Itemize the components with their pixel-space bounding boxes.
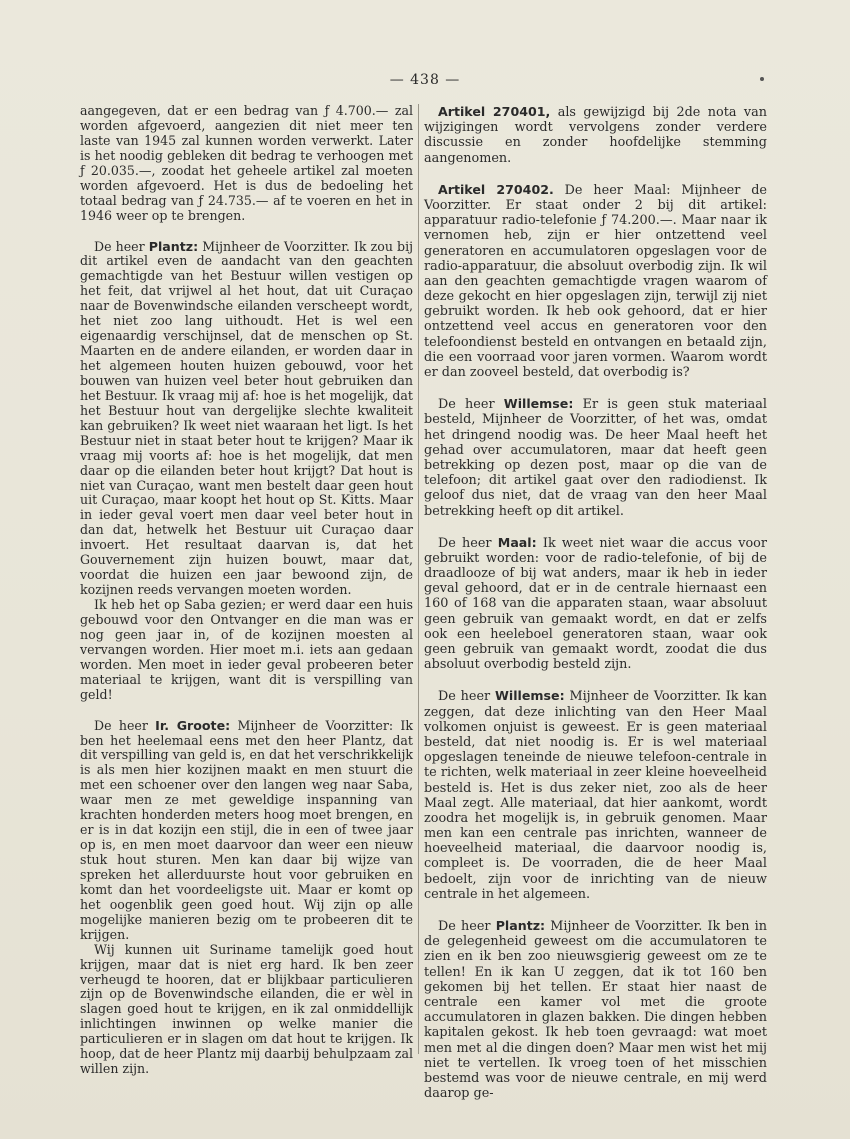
paragraph bbox=[80, 719, 413, 943]
speaker-name: Willemse: bbox=[495, 688, 565, 704]
paragraph-prefix: De heer bbox=[438, 689, 496, 705]
column-divider bbox=[418, 104, 419, 1054]
paragraph-text: Mijnheer de Voorzitter: Ik ben het heelemaal eens met den heer Plantz, dat dit verspilling van geld is, en dat het verschrikkelijk is als men hier kozijnen maakt en men stuurt die met een schoener over den langen weg naar Saba, waar men ze met geweldige inspanning van krachten honderden meters hoog moet brengen, en er is in dat kozijn een stijl, die in een of twee jaar op is, en men moet daarvoor dan weer een nieuw stuk hout sturen. Men kan daar bij wijze van spreken het allerduurste hout voor gebruiken en komt dan het voordeeligste uit. Maar er komt op het oogenblik geen goed hout. Wij zijn op alle mogelijke manieren bezig om te probeeren dit te krijgen. bbox=[80, 717, 414, 942]
paragraph bbox=[424, 396, 767, 519]
speaker-name: Plantz: bbox=[148, 238, 199, 254]
paragraph-prefix: De heer bbox=[438, 397, 504, 413]
article-heading: Artikel 270402. bbox=[438, 181, 554, 197]
paragraph bbox=[424, 535, 767, 673]
paragraph bbox=[80, 598, 413, 703]
speaker-name: Maal: bbox=[497, 534, 537, 550]
paragraph bbox=[424, 688, 767, 902]
paragraph bbox=[424, 918, 767, 1101]
speck-mark bbox=[760, 77, 764, 81]
paragraph-prefix: De heer bbox=[94, 717, 156, 733]
speaker-name: Willemse: bbox=[503, 396, 574, 412]
paragraph-text: De heer Maal: Mijnheer de Voorzitter. Er staat onder 2 bij dit artikel: apparatuur radio-telefonie ƒ 74.200.—. Maar naar ik vernomen heb, zijn er hier ontzettend veel generatoren en accumulatoren opgeslagen voor de radio-apparatuur, die absoluut overbodig zijn. Ik wil aan den geachten gemachtigde vragen waarom of deze gekocht en hier opgeslagen zijn, terwijl zij niet gebruikt worden. Ik heb ook gehoord, dat er hier ontzettend veel accus en generatoren voor den telefoondienst besteld en ontvangen en betaald zijn, die een voorraad voor jaren vormen. Waarom wordt er dan zooveel besteld, dat overbodig is? bbox=[424, 182, 767, 380]
left-column bbox=[80, 104, 413, 1077]
paragraph-prefix: De heer bbox=[438, 919, 496, 934]
paragraph bbox=[424, 104, 767, 166]
paragraph-text: Ik heb het op Saba gezien; er werd daar een huis gebouwd voor den Ontvanger en die man was er nog geen jaar in, of de kozijnen moesten al vervangen worden. Hier moet m.i. iets aan gedaan worden. Men moet in ieder geval probeeren beter materiaal te krijgen, want dit is verspilling van geld! bbox=[80, 597, 413, 702]
speaker-name: Ir. Groote: bbox=[155, 717, 231, 733]
speaker-name: Plantz: bbox=[495, 918, 546, 933]
paragraph bbox=[424, 182, 767, 380]
paragraph-prefix: De heer bbox=[438, 535, 498, 551]
paragraph-text: Mijnheer de Voorzitter. Ik ben in de gelegenheid geweest om die accumulatoren te zien en ik ben zoo nieuwsgierig geweest om ze te tellen! En ik kan U zeggen, dat ik tot 160 ben gekomen bij het tellen. Er staat hier naast de centrale een kamer vol met die groote accumulatoren in glazen bakken. Die dingen hebben kapitalen gekost. Ik heb toen gevraagd: wat moet men met al die dingen doen? Maar men wist het mij niet te vertellen. Ik vroeg toen of het misschien bestemd was voor de nieuwe centrale, en mij werd daarop ge- bbox=[424, 919, 767, 1102]
paragraph bbox=[80, 943, 413, 1077]
paragraph bbox=[80, 240, 413, 599]
page-number: — 438 — bbox=[389, 72, 461, 88]
paragraph-text: Ik weet niet waar die accus voor gebruikt worden: voor de radio-telefonie, of bij de draadlooze of bij wat anders, maar ik heb in ieder geval gehoord, dat er in de centrale hiernaast een 160 of 168 van die apparaten staan, waar absoluut geen gebruik van gemaakt wordt, en dat er zelfs ook een heeleboel generatoren staan, waar ook geen gebruik van gemaakt wordt, zoodat die dus absoluut overbodig besteld zijn. bbox=[424, 535, 767, 673]
paragraph-text: aangegeven, dat er een bedrag van ƒ 4.700.— zal worden afgevoerd, aangezien dit niet meer ten laste van 1945 zal kunnen worden verwerkt. Later is het noodig gebleken dit bedrag te verhoogen met ƒ 20.035.—, zoodat het geheele artikel zal moeten worden afgevoerd. Het is dus de bedoeling het totaal bedrag van ƒ 24.735.— af te voeren en het in 1946 weer op te brengen. bbox=[80, 103, 413, 223]
article-heading: Artikel 270401, bbox=[438, 104, 551, 119]
paragraph-prefix: De heer bbox=[94, 238, 149, 254]
paragraph-text: Wij kunnen uit Suriname tamelijk goed hout krijgen, maar dat is niet erg hard. Ik ben zeer verheugd te hooren, dat er blijkbaar particulieren zijn op de Bovenwindsche eilanden, die er wèl in slagen goed hout te krijgen, en ik zal onmiddellijk inlichtingen inwinnen op welke manier die particulieren er in slagen om dat hout te krijgen. Ik hoop, dat de heer Plantz mij daarbij behulpzaam zal willen zijn. bbox=[80, 941, 413, 1077]
paragraph-text: Mijnheer de Voorzitter. Ik kan zeggen, dat deze inlichting van den Heer Maal volkomen onjuist is geweest. Er is geen materiaal besteld, dat niet noodig is. Er is wel materiaal opgeslagen teneinde de nieuwe telefoon-centrale in te richten, welk materiaal in zeer kleine hoeveelheid besteld is. Het is dus zeker niet, zoo als de heer Maal zegt. Alle materiaal, dat hier aankomt, wordt zoodra het mogelijk is, in gebruik genomen. Maar men kan een centrale pas inrichten, wanneer de hoeveelheid materiaal, die daarvoor noodig is, compleet is. De voorraden, die de heer Maal bedoelt, zijn voor de inrichting van de nieuw centrale in het algemeen. bbox=[424, 689, 768, 902]
paragraph bbox=[80, 104, 413, 224]
paragraph-text: Er is geen stuk materiaal besteld, Mijnheer de Voorzitter, of het was, omdat het dringend noodig was. De heer Maal heeft het gehad over accumulatoren, maar dat heeft geen betrekking op dezen post, maar op die van de telefoon; dit artikel gaat over den radiodienst. Ik geloof dus niet, dat de vraag van den heer Maal betrekking heeft op dit artikel. bbox=[424, 397, 767, 519]
paragraph-text: als gewijzigd bij 2de nota van wijzigingen wordt vervolgens zonder verdere discussie en zonder hoofdelijke stemming aangenomen. bbox=[424, 105, 768, 166]
paragraph-text: Mijnheer de Voorzitter. Ik zou bij dit artikel even de aandacht van den geachten gemachtigde van het Bestuur willen vestigen op het feit, dat vrijwel al het hout, dat uit Curaçao naar de Bovenwindsche eilanden verscheept wordt, het niet zoo lang uithoudt. Het is wel een eigenaardig verschijnsel, dat de menschen op St. Maarten en de andere eilanden, er worden daar in het algemeen houten huizen gebouwd, voor het bouwen van huizen veel beter hout gebruiken dan het Bestuur. Ik vraag mij af: hoe is het mogelijk, dat het Bestuur hout van dergelijke slechte kwaliteit kan gebruiken? Ik weet niet waaraan het ligt. Is het Bestuur niet in staat beter hout te krijgen? Maar ik vraag mij voorts af: hoe is het mogelijk, dat men daar op die eilanden beter hout krijgt? Dat hout is niet van Curaçao, want men bestelt daar geen hout uit Curaçao, maar koopt het hout op St. Kitts. Maar in ieder geval voert men daar veel beter hout in dan dat, hetwelk het Bestuur uit Curaçao daar invoert. Het resultaat daarvan is, dat het Gouvernement zijn huizen bouwt, maar dat, voordat die huizen een jaar bewoond zijn, de kozijnen reeds vervangen moeten worden. bbox=[80, 238, 413, 598]
right-column bbox=[424, 104, 767, 1101]
